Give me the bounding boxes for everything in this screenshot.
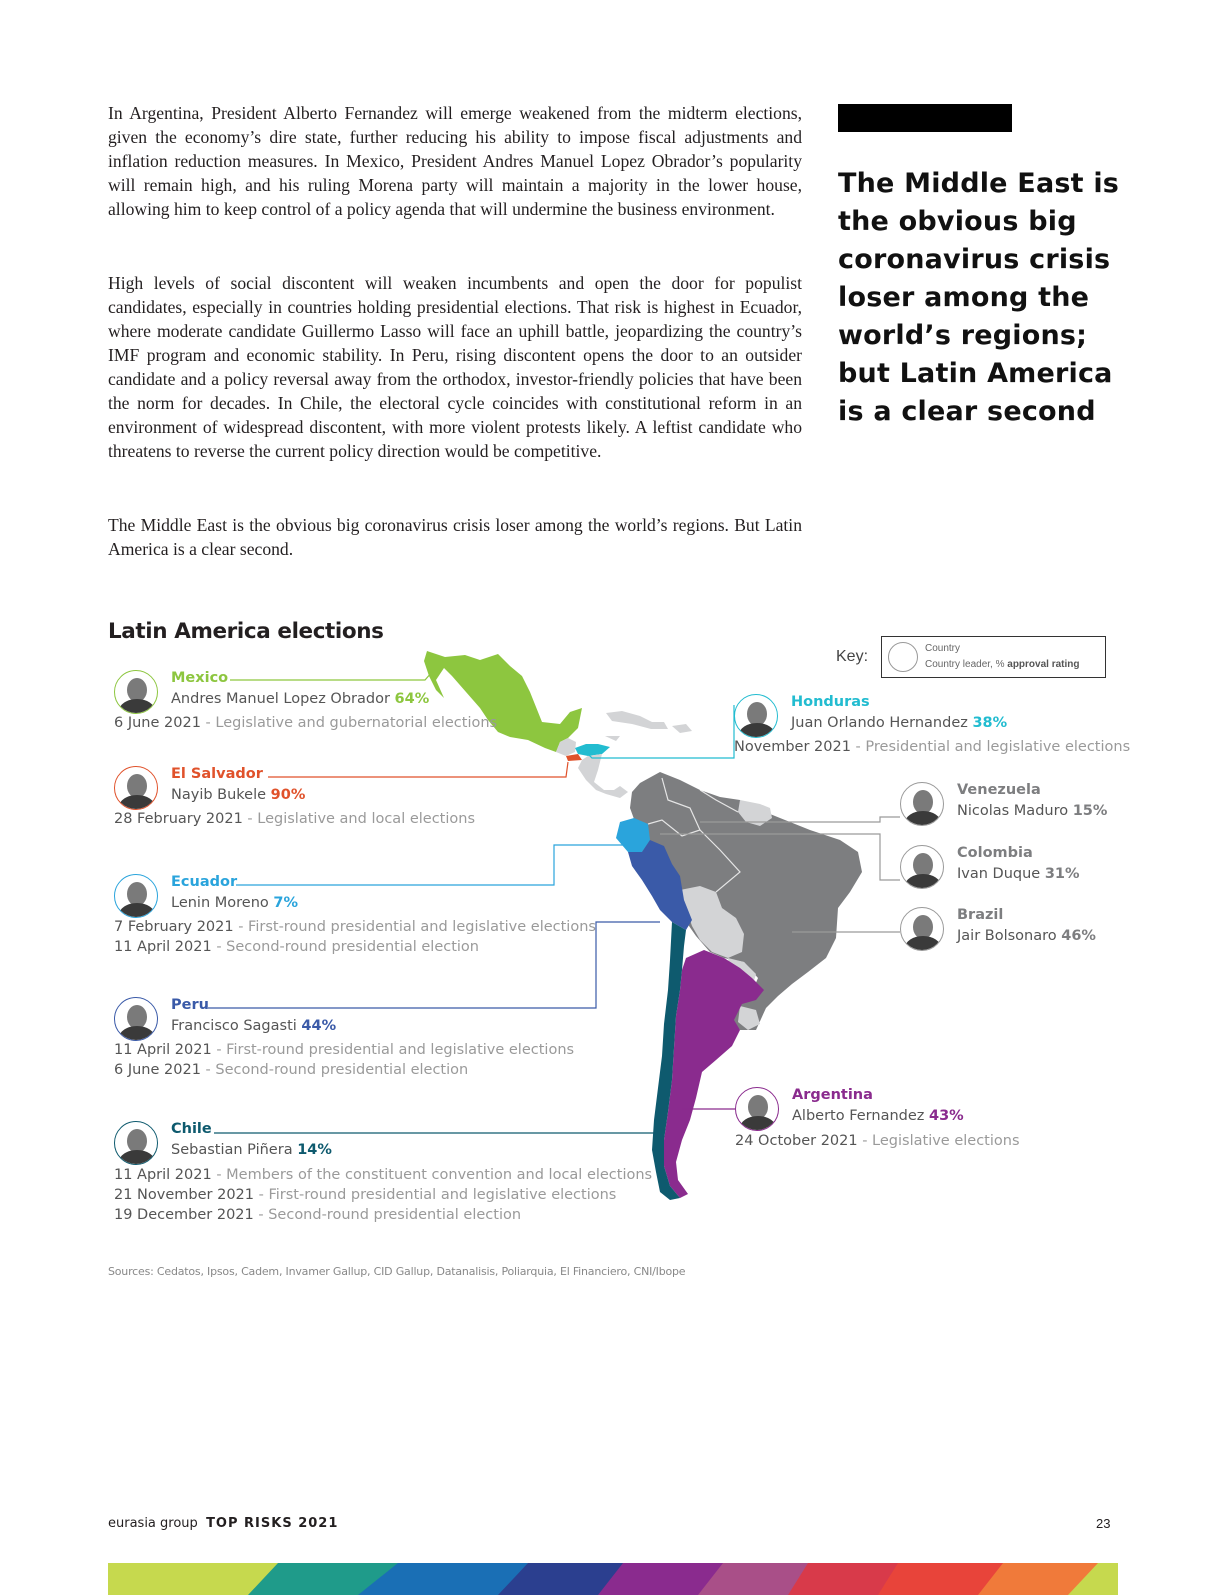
caribbean-islands bbox=[606, 711, 668, 729]
page-number: 23 bbox=[1096, 1516, 1111, 1531]
map-region-ecuador bbox=[616, 818, 650, 852]
election-event: 28 February 2021 - Legislative and local elections bbox=[114, 811, 476, 827]
approval-rating: 15% bbox=[1072, 803, 1108, 819]
portrait-icon bbox=[900, 907, 944, 951]
election-event: 6 June 2021 - Second-round presidential election bbox=[114, 1062, 469, 1078]
approval-rating: 90% bbox=[270, 787, 306, 803]
leader-line: Andres Manuel Lopez Obrador 64% bbox=[171, 691, 430, 707]
leader-line: Francisco Sagasti 44% bbox=[171, 1018, 337, 1034]
portrait-icon bbox=[734, 694, 778, 738]
decorative-color-strip bbox=[108, 1563, 1118, 1595]
country-name: El Salvador bbox=[171, 766, 263, 782]
leader-line: Ivan Duque 31% bbox=[957, 866, 1080, 882]
country-name: Brazil bbox=[957, 907, 1004, 923]
election-event: 19 December 2021 - Second-round presidential election bbox=[114, 1207, 522, 1223]
election-event: 21 November 2021 - First-round presidential and legislative elections bbox=[114, 1187, 617, 1203]
key-country-text: Country bbox=[925, 643, 961, 654]
body-paragraph-2: High levels of social discontent will weaken incumbents and open the door for populist candidates, especially in countries holding presidential elections. That risk is highest in Ecuador, where moderate candidate Guillermo Lasso will face an uphill battle, jeopardizing the country’s IMF program and economic stability. In Peru, rising discontent opens the door to an outsider candidate and a policy reversal away from the orthodox, investor-friendly policies that have been the norm for decades. In Chile, the electoral cycle coincides with constitutional reform in an environment of widespread discontent, with more violent protests likely. A leftist candidate who threatens to reverse the current policy direction would be competitive. bbox=[108, 273, 802, 461]
approval-rating: 7% bbox=[273, 895, 299, 911]
country-name: Colombia bbox=[957, 845, 1033, 861]
approval-rating: 44% bbox=[301, 1018, 337, 1034]
leader-line: Jair Bolsonaro 46% bbox=[957, 928, 1096, 944]
country-name: Argentina bbox=[792, 1087, 873, 1103]
portrait-icon bbox=[735, 1087, 779, 1131]
map-region-central-america bbox=[578, 754, 628, 798]
map-region-el-salvador bbox=[566, 754, 582, 761]
approval-rating: 46% bbox=[1061, 928, 1096, 944]
leader-line: Alberto Fernandez 43% bbox=[792, 1108, 964, 1124]
map-region-mexico bbox=[424, 651, 582, 752]
election-event: 11 April 2021 - First-round presidential and legislative elections bbox=[114, 1042, 575, 1058]
election-event: 24 October 2021 - Legislative elections bbox=[735, 1133, 1020, 1149]
approval-rating: 64% bbox=[394, 691, 430, 707]
pull-quote: The Middle East is the obvious big coronavirus crisis loser among the world’s regions; but Latin America is a clear second bbox=[838, 168, 1120, 427]
country-name: Mexico bbox=[171, 670, 229, 686]
election-event: 11 April 2021 - Members of the constituent convention and local elections bbox=[114, 1167, 653, 1183]
portrait-icon bbox=[114, 1121, 158, 1165]
body-paragraph-3: The Middle East is the obvious big coronavirus crisis loser among the world’s regions. But Latin America is a clear second. bbox=[108, 515, 802, 559]
footer-brand: eurasia group TOP RISKS 2021 bbox=[108, 1516, 339, 1531]
country-name: Peru bbox=[171, 997, 209, 1013]
approval-rating: 38% bbox=[972, 715, 1008, 731]
approval-rating: 14% bbox=[297, 1142, 332, 1158]
portrait-icon bbox=[114, 997, 158, 1041]
figure-title: Latin America elections bbox=[108, 619, 384, 644]
country-name: Ecuador bbox=[171, 874, 238, 890]
approval-rating: 31% bbox=[1044, 866, 1080, 882]
connector-el-salvador bbox=[268, 762, 568, 777]
footer-report-title: TOP RISKS 2021 bbox=[206, 1516, 339, 1531]
figure-sources: Sources: Cedatos, Ipsos, Cadem, Invamer Gallup, CID Gallup, Datanalisis, Poliarquia, El Financiero, CNI/Ibope bbox=[108, 1265, 686, 1278]
leader-line: Juan Orlando Hernandez 38% bbox=[791, 715, 1008, 731]
portrait-icon bbox=[900, 845, 944, 889]
leader-line: Nayib Bukele 90% bbox=[171, 787, 306, 803]
election-event: 6 June 2021 - Legislative and gubernatorial elections bbox=[114, 715, 498, 731]
country-name: Venezuela bbox=[957, 782, 1041, 798]
connector-mexico bbox=[230, 672, 432, 680]
leader-line: Sebastian Piñera 14% bbox=[171, 1142, 332, 1158]
connector-ecuador bbox=[236, 845, 624, 885]
key-leader-text: Country leader, % approval rating bbox=[925, 659, 1080, 670]
election-event: 11 April 2021 - Second-round presidential election bbox=[114, 939, 479, 955]
country-name: Honduras bbox=[791, 694, 870, 710]
map-region-honduras bbox=[575, 744, 610, 756]
leader-line: Lenin Moreno 7% bbox=[171, 895, 299, 911]
election-event: November 2021 - Presidential and legislative elections bbox=[734, 739, 1131, 755]
leader-line: Nicolas Maduro 15% bbox=[957, 803, 1108, 819]
portrait-icon bbox=[114, 670, 158, 714]
election-event: 7 February 2021 - First-round presidential and legislative elections bbox=[114, 919, 596, 935]
body-paragraph-1: In Argentina, President Alberto Fernandez will emerge weakened from the midterm elections, given the economy’s dire state, further reducing his ability to impose fiscal adjustments and inflation reduction measures. In Mexico, President Andres Manuel Lopez Obrador’s popularity will remain high, and his ruling Morena party will maintain a majority in the lower house, allowing him to keep control of a policy agenda that will undermine the business environment. bbox=[108, 103, 802, 219]
portrait-icon bbox=[900, 782, 944, 826]
key-label: Key: bbox=[836, 648, 869, 665]
approval-rating: 43% bbox=[929, 1108, 964, 1124]
portrait-icon bbox=[114, 874, 158, 918]
portrait-icon bbox=[114, 766, 158, 810]
country-name: Chile bbox=[171, 1121, 212, 1137]
